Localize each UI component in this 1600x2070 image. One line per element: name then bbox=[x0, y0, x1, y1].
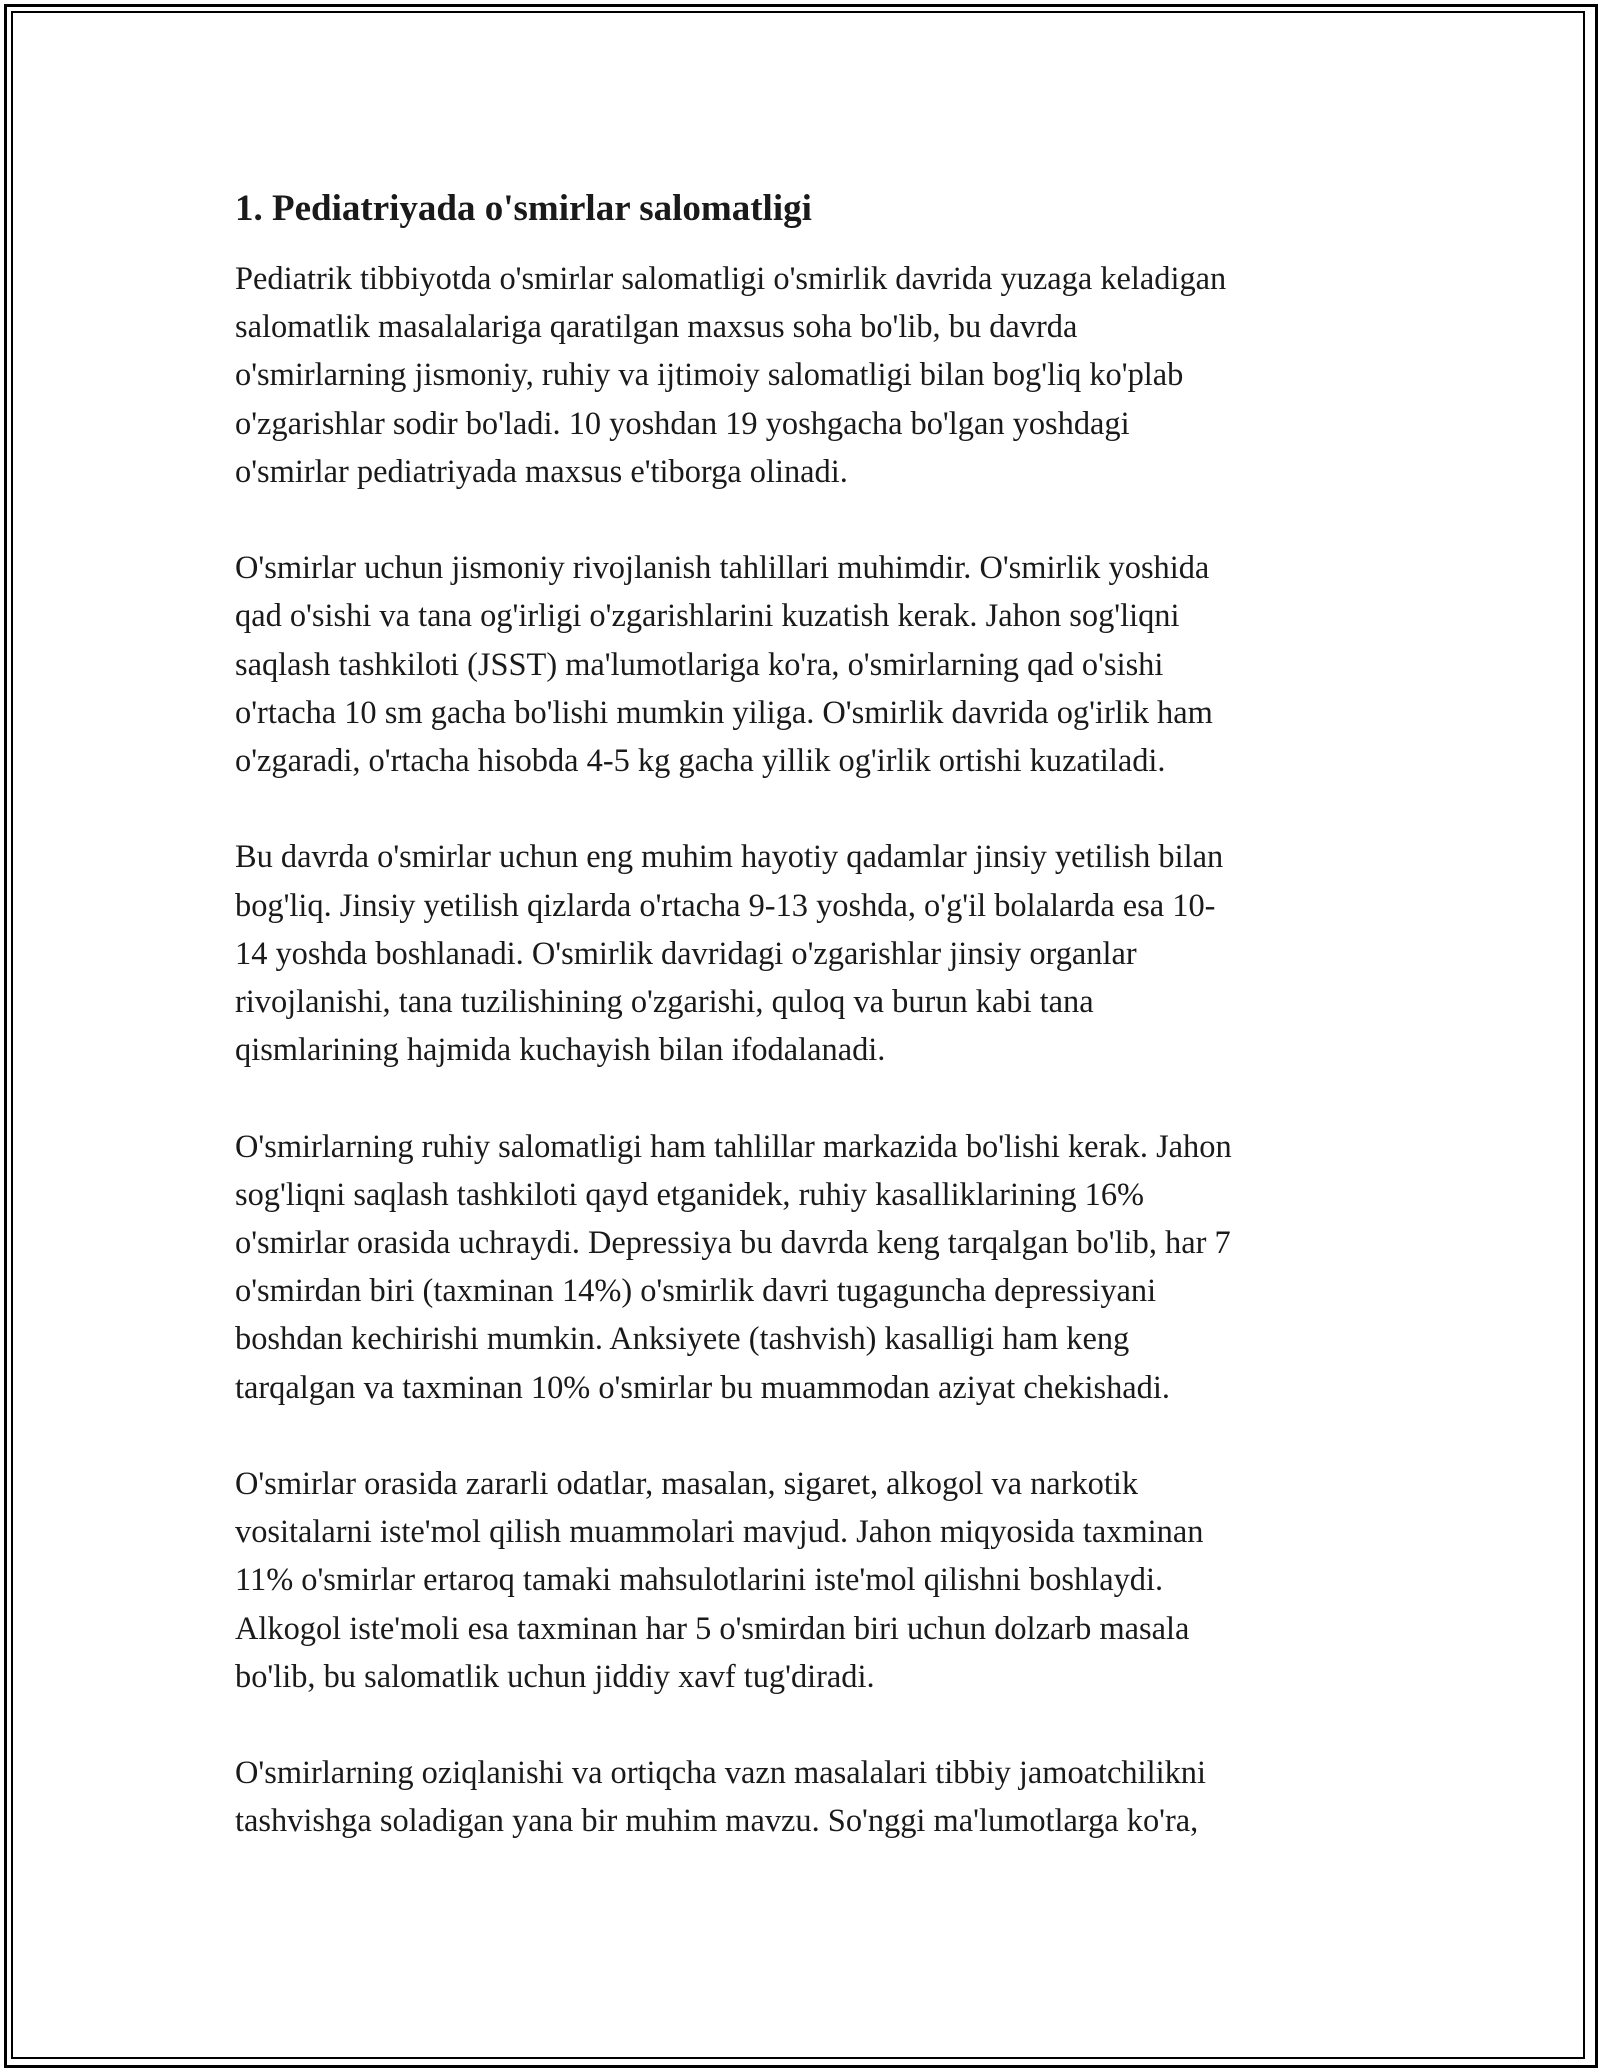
paragraph-nutrition: O'smirlarning oziqlanishi va ortiqcha vazn masalalari tibbiy jamoatchilikni tashvishga soladigan yana bir muhim mavzu. So'nggi ma'lumotlarga ko'ra, bbox=[235, 1755, 1206, 1840]
document-title: 1. Pediatriyada o'smirlar salomatligi bbox=[235, 188, 812, 229]
paragraph-harmful-habits: O'smirlar orasida zararli odatlar, masalan, sigaret, alkogol va narkotik vositalarni iste'mol qilish muammolari mavjud. Jahon miqyosida taxminan 11% o'smirlar ertaroq tamaki mahsulotlarini iste'mol qilishni boshlaydi. Alkogol iste'moli esa taxminan har 5 o'smirdan biri uchun dolzarb masala bo'lib, bu salomatlik uchun jiddiy xavf tug'diradi. bbox=[235, 1466, 1204, 1695]
paragraph-puberty: Bu davrda o'smirlar uchun eng muhim hayotiy qadamlar jinsiy yetilish bilan bog'liq. Jinsiy yetilish qizlarda o'rtacha 9-13 yoshda, o'g'il bolalarda esa 10- 14 yoshda boshlanadi. O'smirlik davridagi o'zgarishlar jinsiy organlar rivojlanishi, tana tuzilishining o'zgarishi, quloq va burun kabi tana qismlarining hajmida kuchayish bilan ifodalanadi. bbox=[235, 839, 1224, 1069]
paragraph-physical-development: O'smirlar uchun jismoniy rivojlanish tahlillari muhimdir. O'smirlik yoshida qad o'sishi va tana og'irligi o'zgarishlarini kuzatish kerak. Jahon sog'liqni saqlash tashkiloti (JSST) ma'lumotlariga ko'ra, o'smirlarning qad o'sishi o'rtacha 10 sm gacha bo'lishi mumkin yiliga. O'smirlik davrida og'irlik ham o'zgaradi, o'rtacha hisobda 4-5 kg gacha yillik og'irlik ortishi kuzatiladi. bbox=[235, 550, 1213, 780]
document-body bbox=[235, 185, 1370, 1846]
paragraph-intro: Pediatrik tibbiyotda o'smirlar salomatligi o'smirlik davrida yuzaga keladigan salomatlik masalalariga qaratilgan maxsus soha bo'lib, bu davrda o'smirlarning jismoniy, ruhiy va ijtimoiy salomatligi bilan bog'liq ko'plab o'zgarishlar sodir bo'ladi. 10 yoshdan 19 yoshgacha bo'lgan yoshdagi o'smirlar pediatriyada maxsus e'tiborga olinadi. bbox=[235, 261, 1227, 490]
paragraph-mental-health: O'smirlarning ruhiy salomatligi ham tahlillar markazida bo'lishi kerak. Jahon sog'liqni saqlash tashkiloti qayd etganidek, ruhiy kasalliklarining 16% o'smirlar orasida uchraydi. Depressiya bu davrda keng tarqalgan bo'lib, har 7 o'smirdan biri (taxminan 14%) o'smirlik davri tugaguncha depressiyani boshdan kechirishi mumkin. Anksiyete (tashvish) kasalligi ham keng tarqalgan va taxminan 10% o'smirlar bu muammodan aziyat chekishadi. bbox=[235, 1128, 1232, 1406]
